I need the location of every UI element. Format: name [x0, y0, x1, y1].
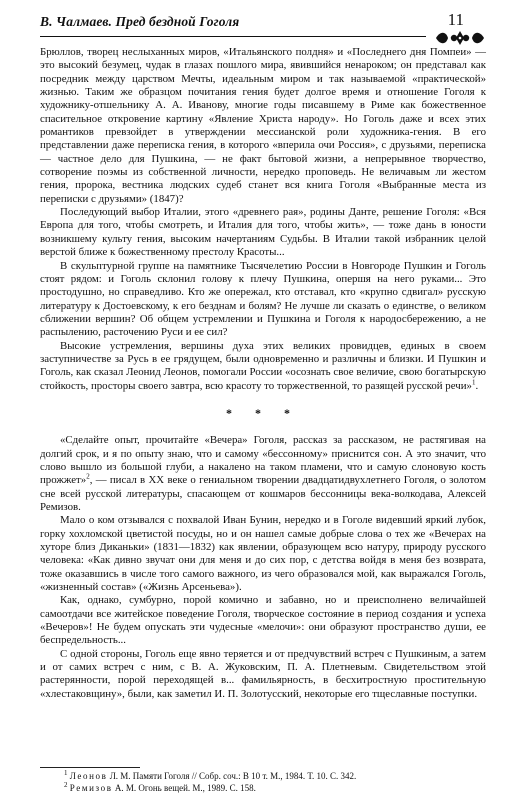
footnote-text: А. М. Огонь вещей. М., 1989. С. 158. [112, 782, 256, 793]
footnote-mark: 2 [86, 472, 90, 481]
footnote [64, 780, 356, 795]
paragraph: Мало о ком отзывался с похвалой Иван Бунин, нередко и в Гоголе видевший яркий лубок, горку хохломской цветистой посуды, но и он нашел самые добрые слова о тех же «Вечерах на хуторе близ Диканьки» (1831—1832) как явлении, образующем всю натуру, природу русского человека: «Как дивно звучат они для меня и до сих пор, с детства войдя в меня без возврата, тоже оказавшись в числе того самого важного, из чего образовался мой, как выражался Гоголь, «жизненный состав» («Жизнь Арсеньева»). [40, 514, 486, 594]
paragraph: Брюллов, творец неслыханных миров, «Итальянского полдня» и «Последнего дня Помпеи» — это высокий безумец, чудак в глазах пошлого мира, явившийся ненароком; он представал как посредник между царством Мечты, идеальным миром и так называемой «практической» жизнью. Таким же образцом почитания гения будет долгое время и отношение Гоголя к художнику-отшельнику А. А. Иванову, многие годы писавшему в Риме как божественное спасительное откровение картину «Явление Христа народу». Но Гоголь даже и всех этих романтиков превзойдет в утверждении мессианской роли художника-гения. В его представлении даже переписка гения, в которого «вперила очи Россия», с друзьями, переписка — частное дело для Пушкина, — не факт бытовой жизни, а непрерывное творчество, сотворение поэмы из собственной личности, нередко проповедь. Не величавым ли жестом гения, пророка, вестника людских судеб станет вся книга Гоголя «Выбранные места из переписки с друзьями» (1847)? [40, 46, 486, 205]
page-number: 11 [447, 10, 464, 29]
paragraph: В скульптурной группе на памятнике Тысячелетию России в Новгороде Пушкин и Гоголь стоят рядом: и Гоголь склонил голову к плечу Пушкина, опершя на него руками... Это простодушно, но справедливо. Кто же опережал, кто отставал, кто «крупно сдвигал» русскую литературу к Достоевскому, к его безднам и болям? Не лучше ли сказать о единстве, о великом сближении вершин? Об общем устремлении и Пушкина и Гоголя к народосбережению, а не распылению, расточению Руси и ее сил? [40, 259, 486, 339]
paragraph-text: «Сделайте опыт, прочитайте «Вечера» Гоголя, рассказ за рассказом, не растягивая на долгий срок, и я по опыту знаю, что и самому «бессонному» приснится сон. А это значит, что слово вышло из большой глуби, а накалено на таком пламени, что и самую слоновую кость прожжет» [40, 434, 486, 487]
paragraph: Как, однако, сумбурно, порой комично и забавно, но и преисполнено величайшей самоотдачи все житейское поведение Гоголя, творческое состояние в период создания и успеха «Вечеров»! Не будем опускать эти чудесные «мелочи»: они образуют пространство души, ее беспредельность... [40, 594, 486, 647]
running-title: В. Чалмаев. Пред бездной Гоголя [40, 14, 240, 29]
section-separator: * * * [226, 405, 300, 420]
footnote-author: Ремизов [69, 782, 113, 793]
ornament-icon [434, 30, 486, 46]
footnote-mark: 1 [471, 377, 476, 386]
footnote-rule [40, 767, 140, 768]
footnotes [64, 771, 356, 794]
paragraph: С одной стороны, Гоголь еще явно теряется и от предчувствий встреч с Пушкиным, а затем и от самих встреч с ним, с В. А. Жуковским, П. А. Плетневым. Свидетельством этой растерянности, порой переходящей в... фамильярность, в бесхитростную простительную «хлестаковщину», были, как заметил И. П. Золотусский, некоторые его тщеславные поступки. [40, 647, 486, 700]
page-header [40, 8, 488, 44]
paragraph [40, 434, 486, 514]
paragraph-text: , — писал в XX веке о гениальном творении двадцатидвухлетнего Гоголя, о золотом сне всей русской литературы, спасающем от кошмаров бессонницы века-волкодава, Алексей Ремизов. [40, 474, 486, 513]
footnote-author: Леонов [69, 771, 108, 781]
header-rule [40, 36, 426, 37]
paragraph: Высокие устремления, вершины духа этих великих провидцев, единых в своем заступничестве за Русь в ее грядущем, были одновременно и различны и близки. И Пушкин и Гоголь, как сказал Леонид Леонов, помогали России «осознать свое величие, свою богатырскую стойкость, просторы своего завтра, всю красоту то торжественной, то разящей русской речи»$^1$. [40, 339, 486, 392]
paragraph: Последующий выбор Италии, этого «древнего рая», родины Данте, решение Гоголя: «Вся Европа для того, чтобы смотреть, и Италия для того, чтобы жить», — тоже дань в юности возникшему культу гения, высоким начертаниям Судьбы. В Италии такой избранник целой верстой ближе к божественному престолу Красоты... [40, 206, 486, 259]
article-body [40, 46, 486, 701]
footnote-number: 2 [64, 780, 68, 789]
paragraph-text: Высокие устремления, вершины духа этих великих провидцев, единых в своем заступничестве за Русь в ее грядущем, были одновременно и различны и близки. И Пушкин и Гоголь, как сказал Леонид Леонов, помогали России «осознать свое величие, свою богатырскую стойкость, просторы своего завтра, всю красоту то торжественной, то разящей русской речи» [40, 339, 486, 392]
footnote [64, 771, 356, 783]
footnote-text: Л. М. Памяти Гоголя // Собр. соч.: В 10 т. М., 1984. Т. 10. С. 342. [107, 771, 357, 781]
footnote-number: 1 [64, 769, 68, 777]
